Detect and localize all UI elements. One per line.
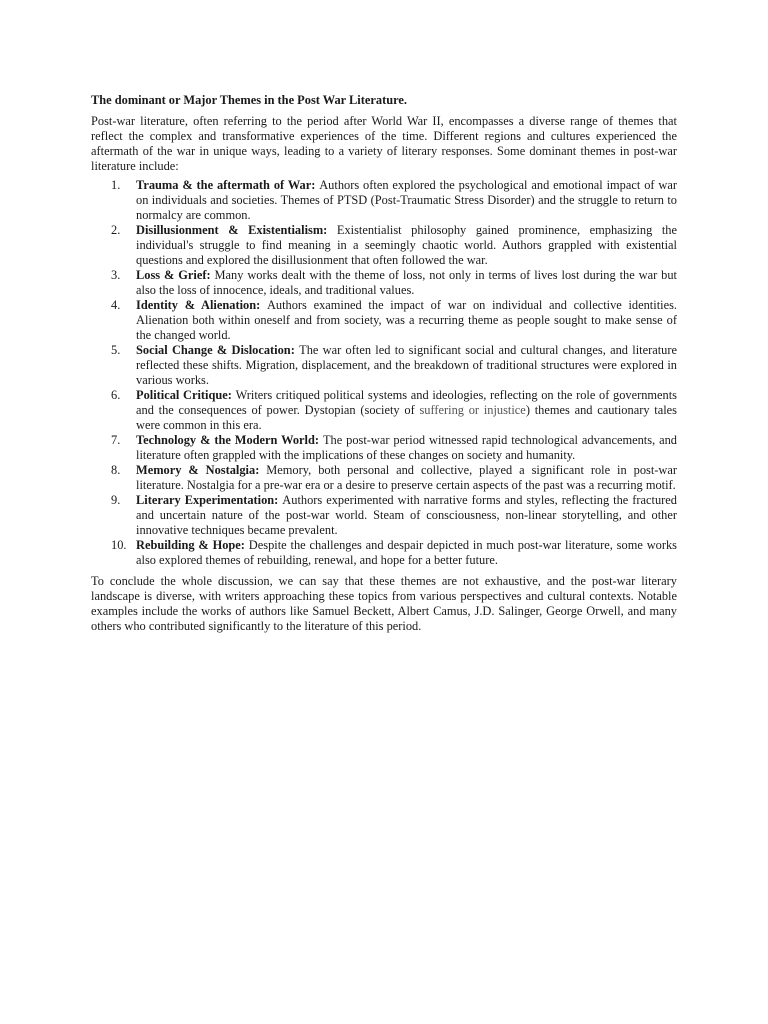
document-page [91,92,677,634]
list-item-text: Many works dealt with the theme of loss, not only in terms of lives lost during the war but also the loss of innocence, ideals, and traditional values. [136,268,677,297]
list-item-text: Existentialist philosophy gained prominence, emphasizing the individual's struggle to find meaning in a seemingly chaotic world. Authors grappled with existential questions and explored the disillusionment that often followed the war. [136,223,677,267]
themes-list [91,178,677,568]
list-item [91,388,677,433]
list-item [91,493,677,538]
list-item-heading: Technology & the Modern World: [136,433,323,447]
list-item-number: 3. [111,268,121,282]
list-item-heading: Social Change & Dislocation: [136,343,300,357]
list-item-number: 7. [111,433,121,447]
list-item-text: The war often led to significant social and cultural changes, and literature reflected these shifts. Migration, displacement, and the breakdown of traditional structures were explored in various works. [136,343,677,387]
list-item [91,538,677,568]
list-item [91,463,677,493]
list-item-number: 2. [111,223,121,237]
list-item-heading: Memory & Nostalgia: [136,463,267,477]
list-item-number: 9. [111,493,121,507]
list-item-heading: Trauma & the aftermath of War: [136,178,320,192]
list-item-text: Authors experimented with narrative forms and styles, reflecting the fractured and uncertain nature of the post-war world. Steam of consciousness, non-linear storytelling, and other innovative techniques became prevalent. [136,493,677,537]
list-item-text: ) themes and cautionary tales were common in this era. [136,403,677,432]
intro-paragraph: Post-war literature, often referring to the period after World War II, encompasses a diverse range of themes that reflect the complex and transformative experiences of the time. Different regions and cultures experienced the aftermath of the war in unique ways, leading to a variety of literary responses. Some dominant themes in post-war literature include: [91,114,677,173]
list-item-number: 4. [111,298,121,312]
list-item-heading: Rebuilding & Hope: [136,538,249,552]
list-item-text: Authors examined the impact of war on individual and collective identities. Alienation both within oneself and from society, was a recurring theme as people sought to make sense of the changed world. [136,298,677,342]
list-item-number: 10. [111,538,127,552]
list-item-heading: Political Critique: [136,388,236,402]
document-title: The dominant or Major Themes in the Post War Literature. [91,93,407,107]
list-item [91,298,677,343]
list-item-heading: Identity & Alienation: [136,298,267,312]
list-item-heading: Loss & Grief: [136,268,215,282]
list-item [91,433,677,463]
list-item-text-muted: suffering or injustice [419,403,526,417]
list-item-number: 5. [111,343,121,357]
list-item-number: 8. [111,463,121,477]
list-item-text: Authors often explored the psychological and emotional impact of war on individuals and societies. Themes of PTSD (Post-Traumatic Stress Disorder) and the struggle to return to normalcy are common. [136,178,677,222]
list-item-heading: Literary Experimentation: [136,493,283,507]
list-item-text: Writers critiqued political systems and ideologies, reflecting on the role of governments and the consequences of power. Dystopian (society of [136,388,678,417]
list-item-text: The post-war period witnessed rapid technological advancements, and literature often grappled with the implications of these changes on society and humanity. [136,433,677,462]
list-item [91,178,677,223]
list-item-text: Memory, both personal and collective, played a significant role in post-war literature. Nostalgia for a pre-war era or a desire to preserve certain aspects of the past was a recurring motif. [136,463,677,492]
list-item-text: Despite the challenges and despair depicted in much post-war literature, some works also explored themes of rebuilding, renewal, and hope for a better future. [136,538,677,567]
list-item-number: 1. [111,178,121,192]
list-item-number: 6. [111,388,121,402]
conclusion-paragraph: To conclude the whole discussion, we can say that these themes are not exhaustive, and the post-war literary landscape is diverse, with writers approaching these topics from various perspectives and cultural contexts. Notable examples include the works of authors like Samuel Beckett, Albert Camus, J.D. Salinger, George Orwell, and many others who contributed significantly to the literature of this period. [91,574,677,633]
list-item [91,268,677,298]
list-item [91,343,677,388]
list-item [91,223,677,268]
list-item-heading: Disillusionment & Existentialism: [136,223,337,237]
